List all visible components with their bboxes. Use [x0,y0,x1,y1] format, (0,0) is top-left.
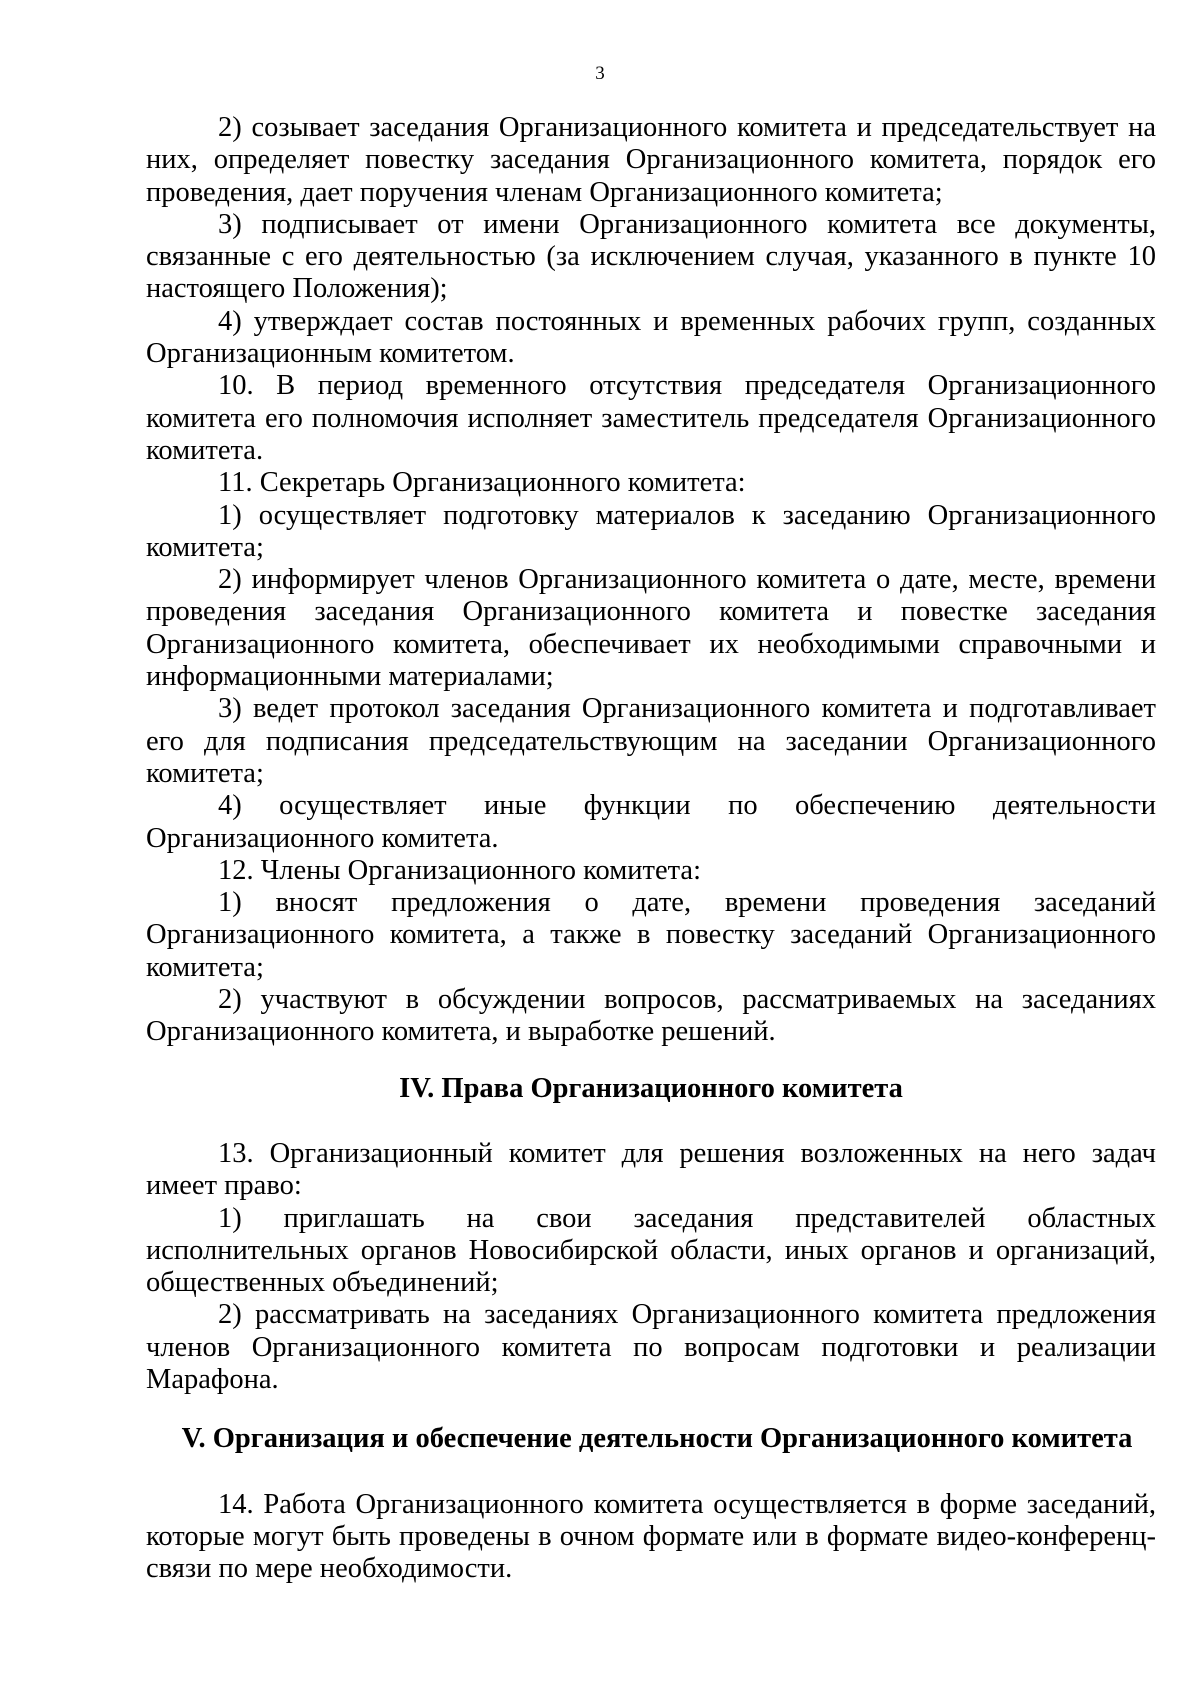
paragraph: 3) подписывает от имени Организационного комитета все документы, связанные с его деятельностью (за исключением случая, указанного в пункте 10 настоящего Положения); [146,208,1156,305]
paragraph: 1) вносят предложения о дате, времени проведения заседаний Организационного комитета, а также в повестку заседаний Организационного комитета; [146,887,1156,983]
paragraph: 13. Организационный комитет для решения возложенных на него задач имеет право: [146,1137,1156,1202]
paragraph: 2) информирует членов Организационного комитета о дате, месте, времени проведения заседания Организационного комитета и повестке заседания Организационного комитета, обеспечивает их необходимыми справочными и информационными материалами; [146,564,1156,693]
paragraph: 14. Работа Организационного комитета осуществляется в форме заседаний, которые могут быть проведены в очном формате или в формате видео-конференц-связи по мере необходимости. [146,1488,1156,1585]
section-heading: IV. Права Организационного комитета [399,1072,903,1104]
paragraph: 2) рассматривать на заседаниях Организационного комитета предложения членов Организационного комитета по вопросам подготовки и реализации Марафона. [146,1299,1156,1395]
paragraph: 2) созывает заседания Организационного комитета и председательствует на них, определяет повестку заседания Организационного комитета, порядок его проведения, дает поручения членам Организационного комитета; [146,112,1156,208]
paragraph: 4) утверждает состав постоянных и временных рабочих групп, созданных Организационным комитетом. [146,305,1156,370]
paragraph: 3) ведет протокол заседания Организационного комитета и подготавливает его для подписания председательствующим на заседании Организационного комитета; [146,693,1156,789]
paragraph: 2) участвуют в обсуждении вопросов, рассматриваемых на заседаниях Организационного комитета, и выработке решений. [146,984,1156,1048]
document-body [146,112,1156,1585]
paragraph: 10. В период временного отсутствия председателя Организационного комитета его полномочия исполняет заместитель председателя Организационного комитета. [146,370,1156,466]
paragraph: 11. Секретарь Организационного комитета: [218,467,746,499]
paragraph: 1) приглашать на свои заседания представителей областных исполнительных органов Новосибирской области, иных органов и организаций, общественных объединений; [146,1202,1156,1299]
page-number: 3 [595,63,605,84]
paragraph: 4) осуществляет иные функции по обеспечению деятельности Организационного комитета. [146,790,1156,854]
paragraph: 1) осуществляет подготовку материалов к заседанию Организационного комитета; [146,499,1156,563]
section-heading: V. Организация и обеспечение деятельности Организационного комитета [181,1423,1133,1455]
paragraph: 12. Члены Организационного комитета: [218,854,701,886]
